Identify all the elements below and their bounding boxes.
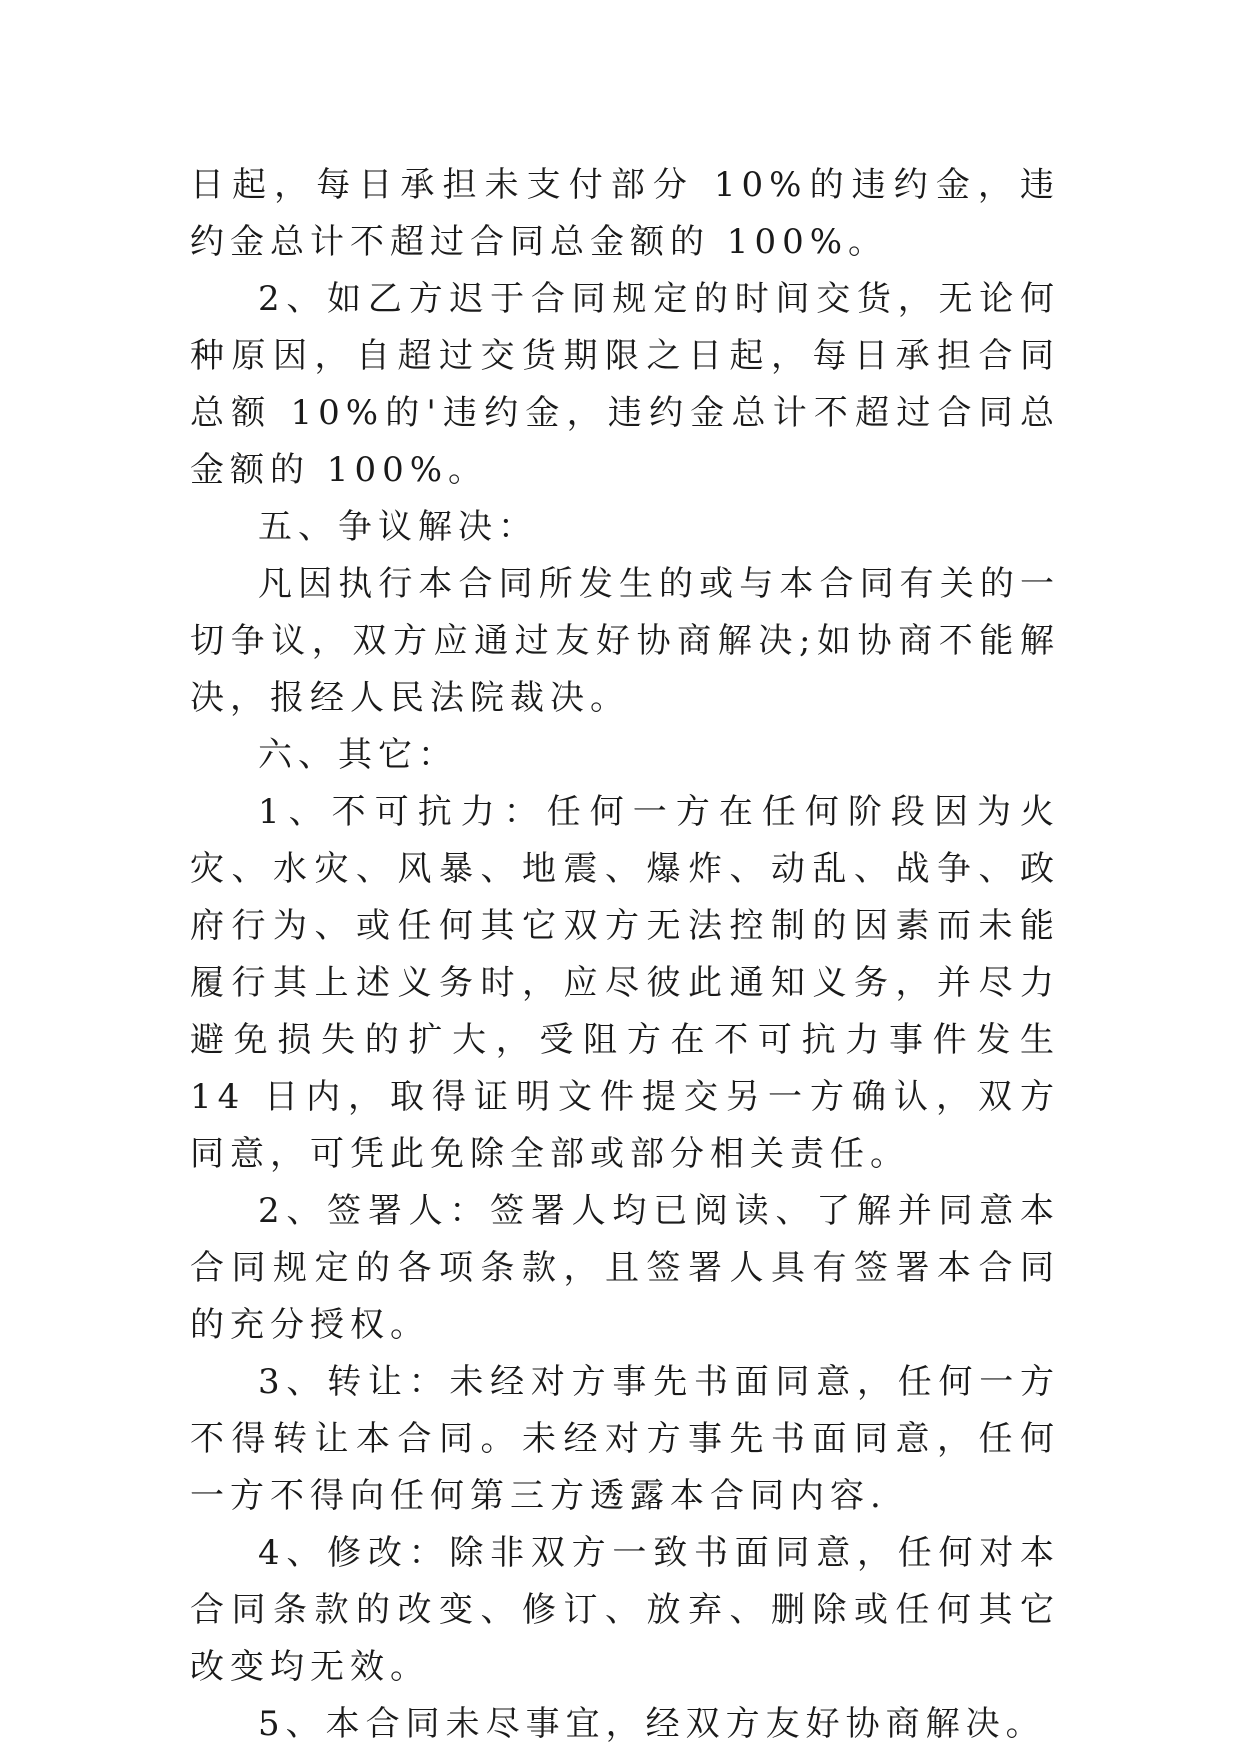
paragraph-force-majeure: 1、不可抗力：任何一方在任何阶段因为火灾、水灾、风暴、地震、爆炸、动乱、战争、政府行为、或任何其它双方无法控制的因素而未能履行其上述义务时，应尽彼此通知义务，并尽力避免损失的扩大，受阻方在不可抗力事件发生 14 日内，取得证明文件提交另一方确认，双方同意，可凭此免除全部或部分相关责任。 [190,792,1060,1174]
paragraph-amendment: 4、修改：除非双方一致书面同意，任何对本合同条款的改变、修订、放弃、删除或任何其它改变均无效。 [190,1533,1060,1687]
section-heading-other: 六、其它： [258,735,458,775]
paragraph-other-matters: 5、本合同未尽事宜，经双方友好协商解决。 [258,1704,1046,1744]
paragraph-signatories: 2、签署人：签署人均已阅读、了解并同意本合同规定的各项条款，且签署人具有签署本合同的充分授权。 [190,1191,1060,1345]
section-heading-dispute-resolution: 五、争议解决： [258,507,538,547]
paragraph-dispute-resolution: 凡因执行本合同所发生的或与本合同有关的一切争议，双方应通过友好协商解决;如协商不能解决，报经人民法院裁决。 [190,564,1060,718]
paragraph-penalty-continuation: 日起，每日承担未支付部分 10%的违约金，违约金总计不超过合同总金额的 100%。 [190,165,1060,262]
paragraph-late-delivery-clause: 2、如乙方迟于合同规定的时间交货，无论何种原因，自超过交货期限之日起，每日承担合同总额 10%的'违约金，违约金总计不超过合同总金额的 100%。 [190,279,1060,490]
paragraph-transfer: 3、转让：未经对方事先书面同意，任何一方不得转让本合同。未经对方事先书面同意，任何一方不得向任何第三方透露本合同内容. [190,1362,1060,1516]
document-body [190,157,1060,1753]
